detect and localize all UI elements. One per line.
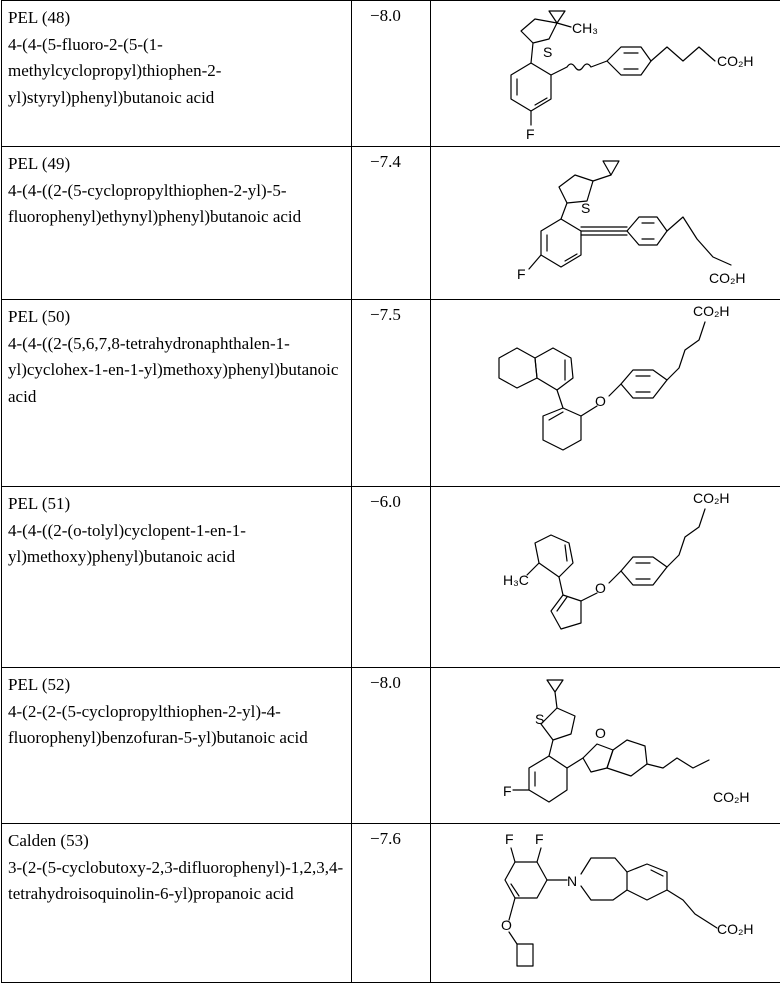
structure-label: O	[595, 393, 606, 409]
structure-label: CO₂H	[717, 921, 754, 937]
table-row	[2, 487, 780, 668]
compound-name-cell	[2, 300, 352, 487]
score-value: −7.4	[370, 152, 401, 171]
structure-label: F	[505, 831, 514, 847]
score-value: −8.0	[370, 6, 401, 25]
structure-label: F	[503, 783, 512, 799]
table-row	[2, 824, 780, 983]
score-cell	[352, 300, 431, 487]
compound-name-cell	[2, 824, 352, 983]
compound-name-cell	[2, 487, 352, 668]
structure-label: CO₂H	[693, 490, 730, 506]
chemical-structure-49	[431, 147, 780, 299]
chemical-structure-48	[431, 1, 780, 146]
score-cell	[352, 668, 431, 824]
compound-table	[1, 0, 780, 983]
compound-code: PEL (48)	[8, 5, 345, 32]
compound-code: PEL (50)	[8, 304, 345, 331]
score-value: −7.5	[370, 305, 401, 324]
structure-label: O	[501, 917, 512, 933]
structure-cell	[431, 824, 780, 983]
structure-cell	[431, 300, 780, 487]
score-value: −7.6	[370, 829, 401, 848]
structure-label: S	[581, 200, 590, 216]
structure-label: F	[526, 126, 535, 142]
structure-cell	[431, 487, 780, 668]
table-row	[2, 668, 780, 824]
compound-iupac-name: 4-(4-(5-fluoro-2-(5-(1-methylcyclopropyl)thiophen-2-yl)styryl)phenyl)butanoic acid	[8, 32, 345, 112]
structure-label: F	[535, 831, 544, 847]
chemical-structure-51	[431, 487, 780, 667]
structure-label: O	[595, 725, 606, 741]
structure-label: S	[535, 711, 544, 727]
score-value: −8.0	[370, 673, 401, 692]
structure-cell	[431, 1, 780, 147]
score-cell	[352, 1, 431, 147]
compound-name-cell	[2, 1, 352, 147]
table-row	[2, 147, 780, 300]
score-cell	[352, 487, 431, 668]
structure-label: O	[595, 580, 606, 596]
score-cell	[352, 824, 431, 983]
structure-label: CH₃	[572, 20, 598, 36]
chemical-structure-52	[431, 668, 780, 823]
structure-label: S	[543, 44, 552, 60]
compound-iupac-name: 3-(2-(5-cyclobutoxy-2,3-difluorophenyl)-1,2,3,4-tetrahydroisoquinolin-6-yl)propanoic acid	[8, 855, 345, 908]
score-value: −6.0	[370, 492, 401, 511]
structure-label: CO₂H	[713, 789, 750, 805]
compound-code: PEL (51)	[8, 491, 345, 518]
compound-iupac-name: 4-(4-((2-(o-tolyl)cyclopent-1-en-1-yl)methoxy)phenyl)butanoic acid	[8, 518, 345, 571]
structure-cell	[431, 668, 780, 824]
compound-iupac-name: 4-(4-((2-(5,6,7,8-tetrahydronaphthalen-1-yl)cyclohex-1-en-1-yl)methoxy)phenyl)butanoic acid	[8, 331, 345, 411]
structure-label: F	[517, 266, 526, 282]
compound-iupac-name: 4-(2-(2-(5-cyclopropylthiophen-2-yl)-4-fluorophenyl)benzofuran-5-yl)butanoic acid	[8, 699, 345, 752]
score-cell	[352, 147, 431, 300]
table-row	[2, 1, 780, 147]
compound-code: PEL (49)	[8, 151, 345, 178]
compound-name-cell	[2, 147, 352, 300]
structure-label: N	[567, 873, 577, 889]
compound-name-cell	[2, 668, 352, 824]
structure-label: CO₂H	[709, 270, 746, 286]
structure-cell	[431, 147, 780, 300]
chemical-structure-53	[431, 824, 780, 982]
compound-code: Calden (53)	[8, 828, 345, 855]
structure-label: CO₂H	[717, 53, 754, 69]
compound-code: PEL (52)	[8, 672, 345, 699]
table-row	[2, 300, 780, 487]
chemical-structure-50	[431, 300, 780, 486]
structure-label: CO₂H	[693, 303, 730, 319]
structure-label: H₃C	[503, 572, 529, 588]
compound-iupac-name: 4-(4-((2-(5-cyclopropylthiophen-2-yl)-5-fluorophenyl)ethynyl)phenyl)butanoic acid	[8, 178, 345, 231]
